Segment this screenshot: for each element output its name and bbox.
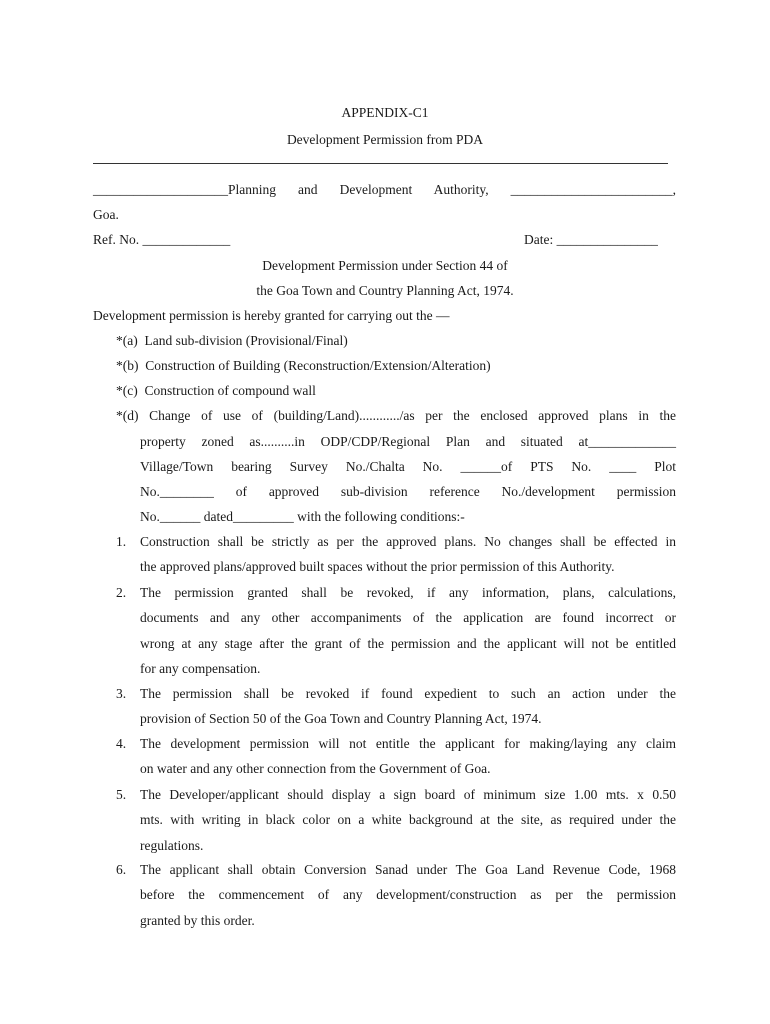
- condition-line: mts. with writing in black color on a white background at the site, as required under the: [140, 812, 676, 828]
- option-b: [116, 358, 491, 374]
- condition-line: The permission shall be revoked if found expedient to such an action under the: [140, 686, 676, 701]
- document-subtitle: Development Permission from PDA: [286, 132, 484, 147]
- condition-number: 6.: [116, 862, 127, 877]
- option-a: [116, 333, 348, 349]
- option-text: Construction of Building (Reconstruction/Extension/Alteration): [145, 358, 491, 373]
- authority-line: ____________________Planning and Development Authority, ________________________,: [93, 182, 676, 197]
- condition-line: The applicant shall obtain Conversion Sanad under The Goa Land Revenue Code, 1968: [140, 862, 676, 877]
- appendix-title: APPENDIX-C1: [341, 105, 429, 120]
- condition-4: [140, 731, 676, 782]
- ref-number: Ref. No. _____________: [93, 232, 231, 247]
- option-text: Construction of compound wall: [144, 383, 316, 398]
- date-field: Date: _______________: [524, 232, 658, 247]
- condition-line: regulations.: [140, 837, 204, 853]
- condition-line: The development permission will not entitle the applicant for making/laying any claim: [140, 736, 676, 751]
- condition-number: 3.: [116, 686, 127, 701]
- condition-line: provision of Section 50 of the Goa Town and Country Planning Act, 1974.: [140, 711, 542, 727]
- option-d-line: property zoned as..........in ODP/CDP/Regional Plan and situated at_____________: [140, 434, 676, 449]
- condition-6: [140, 857, 676, 933]
- condition-5: [140, 782, 676, 858]
- condition-line: Construction shall be strictly as per the approved plans. No changes shall be effected in: [140, 534, 676, 549]
- section-title-line-2: the Goa Town and Country Planning Act, 1974.: [256, 283, 514, 298]
- option-marker: *(b): [116, 358, 139, 373]
- option-d-line: *(d) Change of use of (building/Land)............/as per the enclosed approved plans in the: [116, 408, 676, 423]
- condition-line: documents and any other accompaniments of the application are found incorrect or: [140, 610, 676, 626]
- option-c: [116, 383, 316, 399]
- section-title-line-1: Development Permission under Section 44 of: [262, 258, 508, 273]
- option-marker: *(c): [116, 383, 138, 398]
- condition-number: 2.: [116, 585, 127, 600]
- condition-line: the approved plans/approved built spaces without the prior permission of this Authority.: [140, 559, 615, 575]
- condition-number: 1.: [116, 534, 127, 549]
- horizontal-rule: [93, 163, 668, 164]
- option-text: Land sub-division (Provisional/Final): [144, 333, 348, 348]
- condition-number: 4.: [116, 736, 127, 751]
- state-name: Goa.: [93, 207, 119, 222]
- option-d-line: No.______ dated_________ with the following conditions:-: [140, 509, 465, 524]
- option-marker: *(a): [116, 333, 138, 348]
- option-d-line: No.________ of approved sub-division reference No./development permission: [140, 484, 676, 499]
- condition-line: wrong at any stage after the grant of the permission and the applicant will not be entitled: [140, 635, 676, 651]
- condition-line: on water and any other connection from the Government of Goa.: [140, 761, 491, 777]
- condition-3: [140, 681, 676, 732]
- intro-text: Development permission is hereby granted for carrying out the —: [93, 308, 450, 323]
- condition-line: before the commencement of any development/construction as per the permission: [140, 887, 676, 903]
- condition-line: The permission granted shall be revoked, if any information, plans, calculations,: [140, 585, 676, 600]
- condition-1: [140, 529, 676, 580]
- condition-number: 5.: [116, 787, 127, 802]
- condition-2: [140, 580, 676, 681]
- condition-line: for any compensation.: [140, 660, 261, 676]
- option-d-line: Village/Town bearing Survey No./Chalta No. ______of PTS No. ____ Plot: [140, 459, 676, 474]
- condition-line: The Developer/applicant should display a sign board of minimum size 1.00 mts. x 0.50: [140, 787, 676, 802]
- condition-line: granted by this order.: [140, 912, 255, 928]
